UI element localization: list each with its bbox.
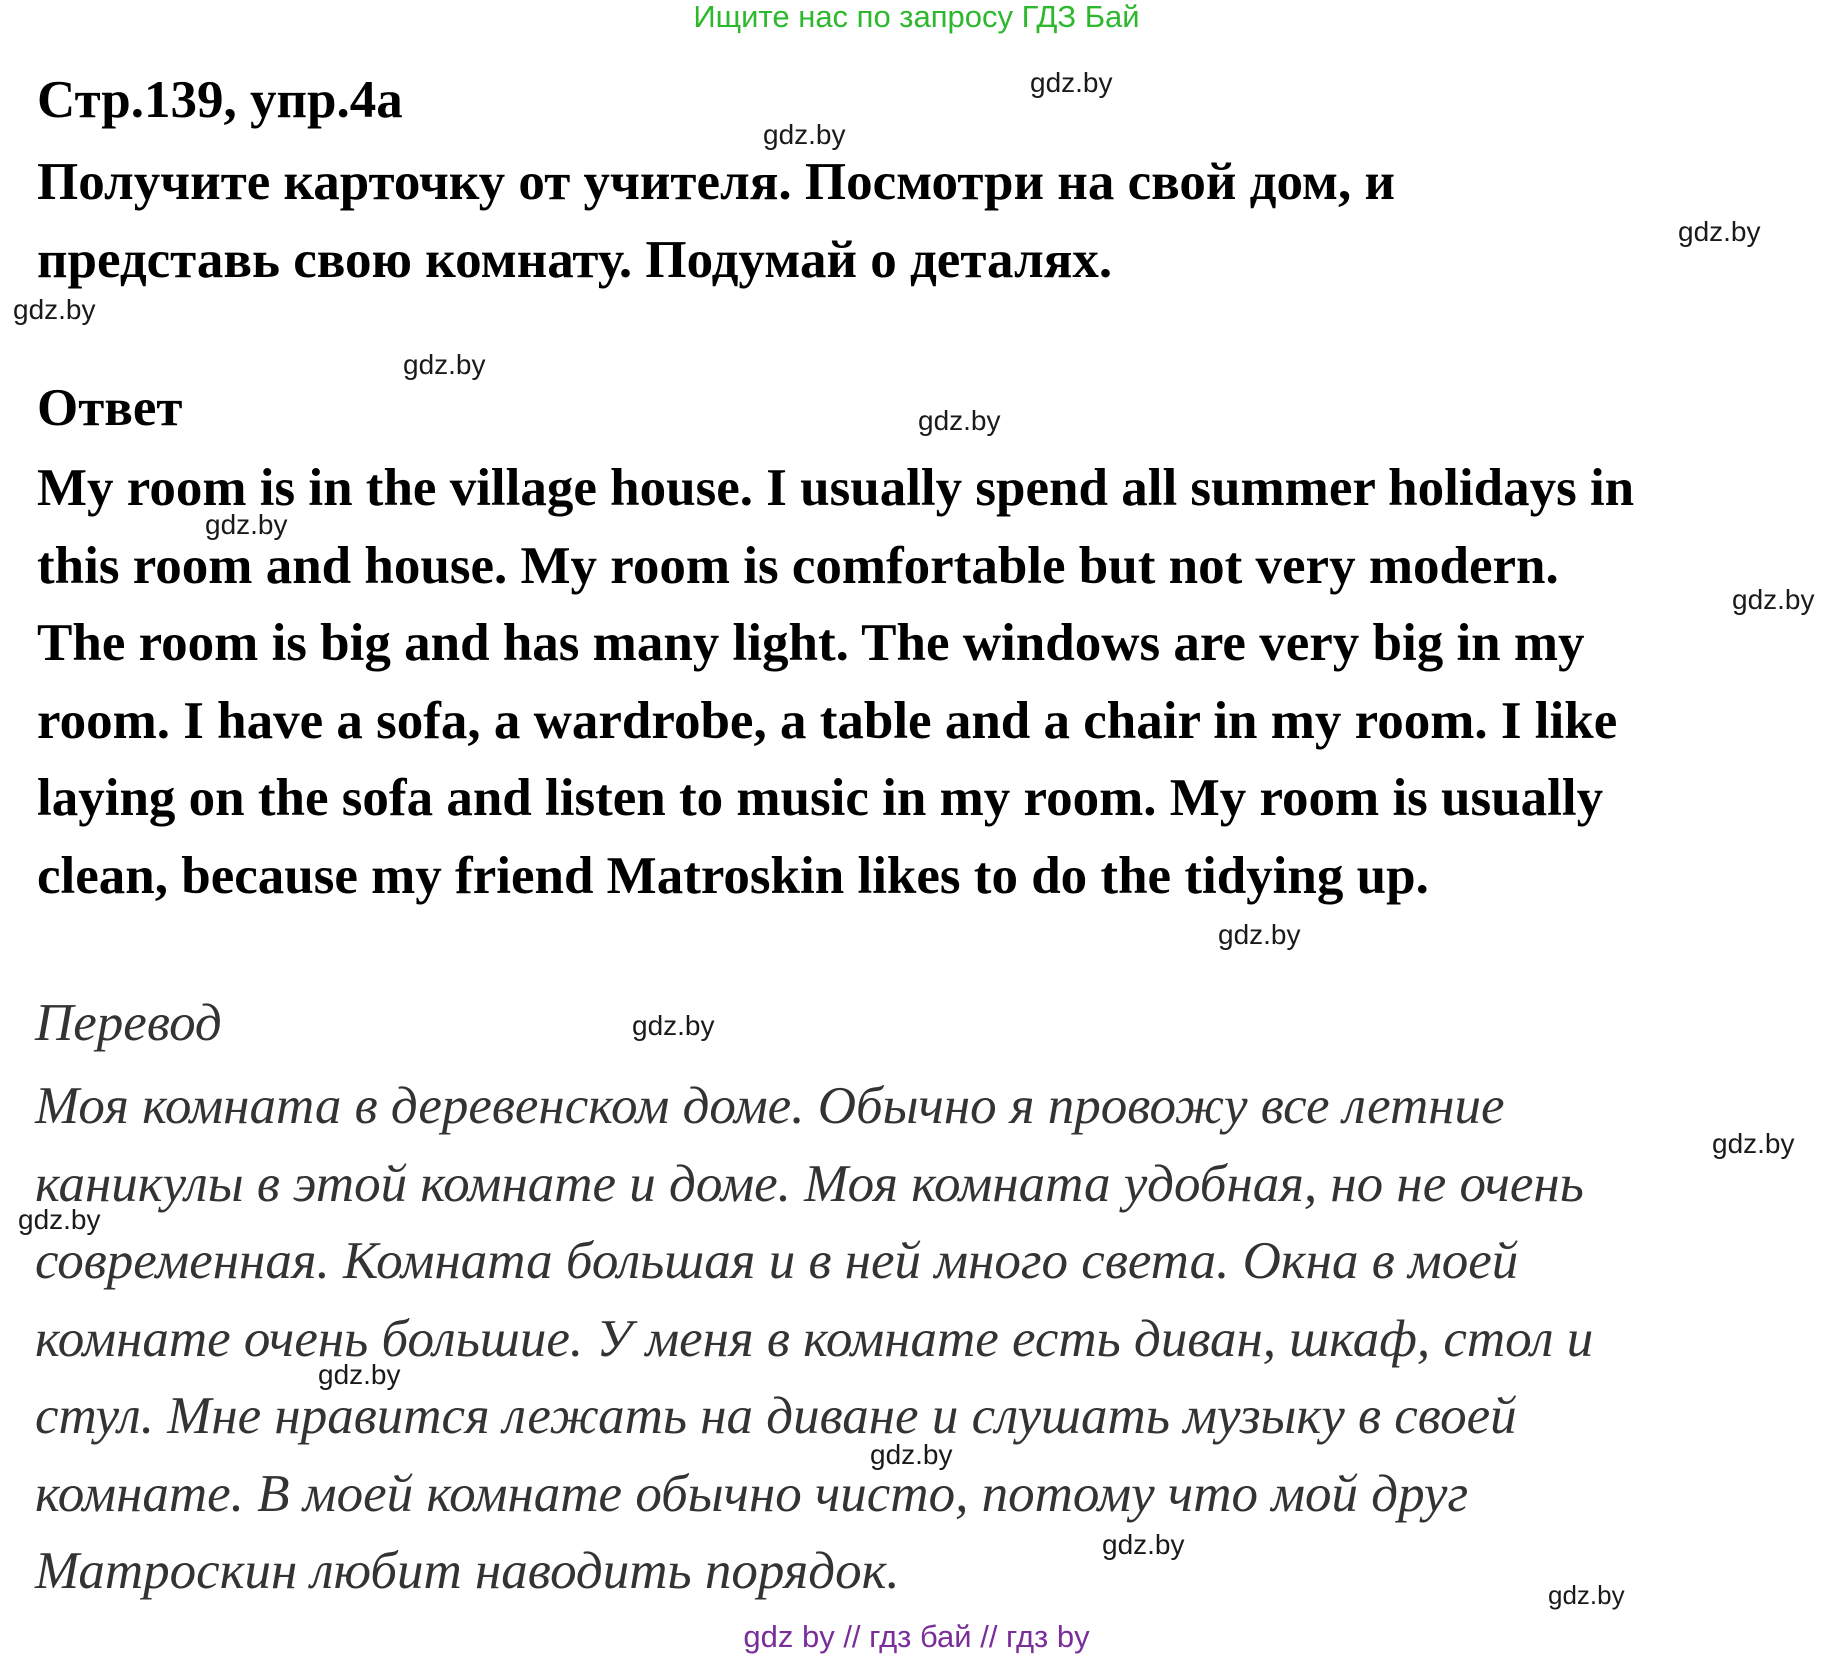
task-line: Получите карточку от учителя. Посмотри на свой дом, и — [37, 153, 1396, 211]
answer-line: laying on the sofa and listen to music in my room. My room is usually — [37, 769, 1604, 827]
watermark: gdz.by — [1732, 584, 1815, 615]
watermark: gdz.by — [1678, 216, 1761, 247]
watermark: gdz.by — [918, 405, 1001, 436]
answer-line: room. I have a sofa, a wardrobe, a table and a chair in my room. I like — [37, 691, 1618, 750]
translation-heading: Перевод — [35, 994, 222, 1052]
top-banner: Ищите нас по запросу ГДЗ Бай — [693, 0, 1140, 34]
watermark: gdz.by — [1102, 1529, 1185, 1560]
watermark: gdz.by — [632, 1010, 715, 1041]
translation-text — [35, 1068, 1593, 1611]
translation-line: Матроскин любит наводить порядок. — [35, 1542, 900, 1600]
answer-heading: Ответ — [37, 379, 183, 437]
translation-line: стул. Мне нравится лежать на диване и слушать музыку в своей — [35, 1387, 1517, 1445]
watermark: gdz.by — [18, 1204, 101, 1235]
translation-line: комнате. В моей комнате обычно чисто, потому что мой друг — [35, 1464, 1469, 1523]
watermark: gdz.by — [870, 1439, 953, 1470]
answer-line: this room and house. My room is comfortable but not very modern. — [37, 536, 1559, 595]
page-reference-heading: Стр.139, упр.4а — [37, 71, 403, 129]
footer-text: gdz by // гдз бай // гдз by — [743, 1619, 1090, 1654]
answer-line: clean, because my friend Matroskin likes to do the tidying up. — [37, 846, 1429, 905]
answer-line: My room is in the village house. I usually spend all summer holidays in — [37, 459, 1635, 517]
watermark: gdz.by — [763, 119, 846, 150]
watermark: gdz.by — [318, 1359, 401, 1390]
watermark: gdz.by — [1030, 67, 1113, 98]
watermark: gdz.by — [205, 509, 288, 540]
watermark: gdz.by — [1218, 919, 1301, 950]
translation-line: Моя комната в деревенском доме. Обычно я провожу все летние — [35, 1077, 1505, 1135]
translation-line: каникулы в этой комнате и доме. Моя комната удобная, но не очень — [35, 1154, 1584, 1213]
watermark: gdz.by — [1548, 1580, 1625, 1610]
translation-line: современная. Комната большая и в ней много света. Окна в моей — [35, 1232, 1519, 1290]
translation-line: комнате очень большие. У меня в комнате есть диван, шкаф, стол и — [35, 1309, 1594, 1368]
task-line: представь свою комнату. Подумай о деталях. — [37, 231, 1113, 289]
watermark: gdz.by — [403, 349, 486, 380]
watermark: gdz.by — [13, 294, 96, 325]
task-text — [37, 143, 1395, 299]
answer-line: The room is big and has many light. The windows are very big in my — [37, 614, 1585, 672]
watermark: gdz.by — [1712, 1128, 1795, 1159]
